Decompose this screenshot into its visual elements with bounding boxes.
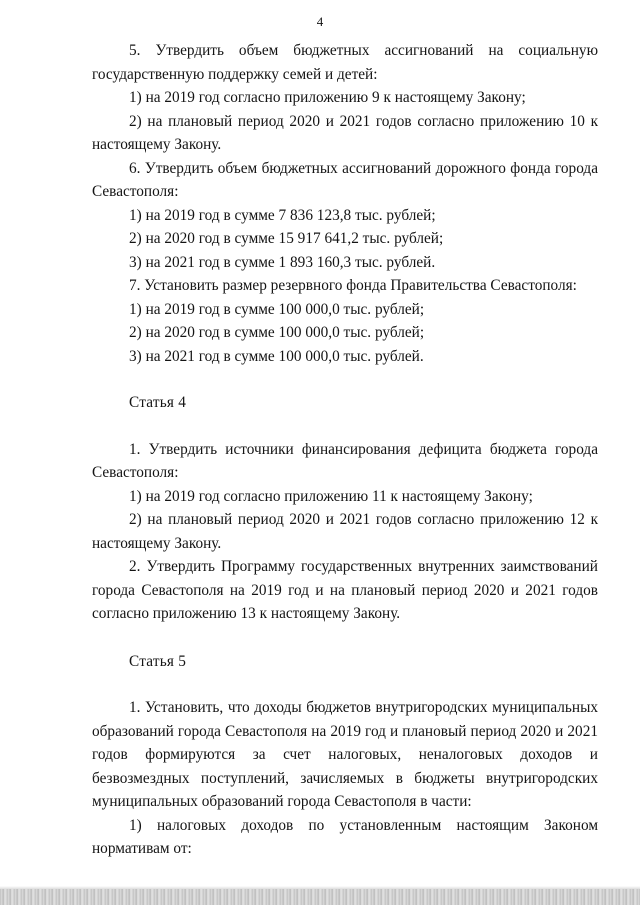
document-body xyxy=(92,39,598,861)
paragraph-5: 5. Утвердить объем бюджетных ассигнований на социальную государственную поддержку семей и детей: xyxy=(92,42,598,83)
paragraph-5-item-2: 2) на плановый период 2020 и 2021 годов согласно приложению 10 к настоящему Закону. xyxy=(92,112,598,153)
article-4-paragraph-1-item-2: 2) на плановый период 2020 и 2021 годов согласно приложению 12 к настоящему Закону. xyxy=(92,511,598,552)
page-number: 4 xyxy=(316,14,324,29)
spacer xyxy=(92,673,598,696)
paragraph-7-item-3: 3) на 2021 год в сумме 100 000,0 тыс. рублей. xyxy=(129,347,424,365)
paragraph-6-item-1: 1) на 2019 год в сумме 7 836 123,8 тыс. рублей; xyxy=(129,206,436,224)
article-4-heading: Статья 4 xyxy=(129,394,187,411)
article-4-paragraph-1: 1. Утвердить источники финансирования дефицита бюджета города Севастополя: xyxy=(92,440,598,481)
paragraph-5-item-1: 1) на 2019 год согласно приложению 9 к настоящему Закону; xyxy=(129,89,526,106)
paragraph-6-item-2: 2) на 2020 год в сумме 15 917 641,2 тыс. рублей; xyxy=(129,230,444,247)
article-4-paragraph-1-item-1: 1) на 2019 год согласно приложению 11 к настоящему Закону; xyxy=(129,487,533,505)
article-5-paragraph-1-item-1: 1) налоговых доходов по установленным настоящим Законом нормативам от: xyxy=(92,816,598,857)
scan-border xyxy=(0,889,640,905)
paragraph-7: 7. Установить размер резервного фонда Правительства Севастополя: xyxy=(129,277,577,294)
paragraph-6: 6. Утвердить объем бюджетных ассигнований дорожного фонда города Севастополя: xyxy=(92,159,598,200)
paragraph-7-item-1: 1) на 2019 год в сумме 100 000,0 тыс. рублей; xyxy=(129,300,425,318)
article-4-paragraph-2: 2. Утвердить Программу государственных внутренних заимствований города Севастополя на 2019 год и на плановый период 2020 и 2021 годов согласно приложению 13 к настоящему Закону. xyxy=(92,558,598,622)
article-5-heading: Статья 5 xyxy=(129,652,187,670)
paragraph-7-item-2: 2) на 2020 год в сумме 100 000,0 тыс. рублей; xyxy=(129,324,425,341)
spacer xyxy=(92,368,598,391)
spacer xyxy=(92,415,598,438)
article-5-paragraph-1: 1. Установить, что доходы бюджетов внутригородских муниципальных образований города Севастополя на 2019 год и плановый период 2020 и 2021 годов формируются за счет налоговых, неналоговых доходов и безвозмездных поступлений, зачисляемых в бюджеты внутригородских муниципальных образований города Севастополя в части: xyxy=(92,699,598,810)
spacer xyxy=(92,626,598,650)
paragraph-6-item-3: 3) на 2021 год в сумме 1 893 160,3 тыс. рублей. xyxy=(129,253,436,271)
